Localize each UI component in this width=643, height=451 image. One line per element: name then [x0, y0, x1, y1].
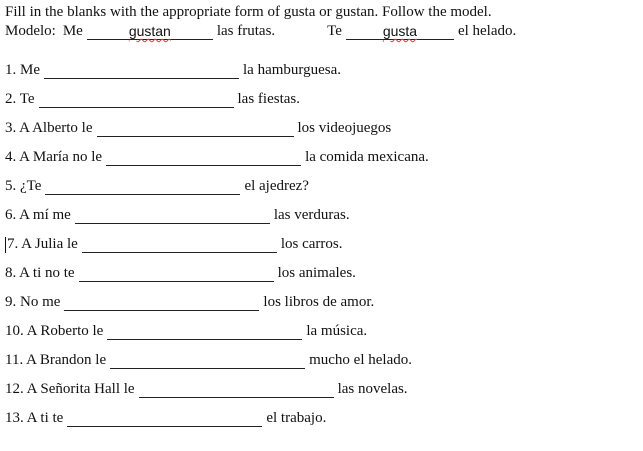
- answer-blank[interactable]: [79, 269, 274, 282]
- answer-blank[interactable]: [82, 240, 277, 253]
- model-b-answer: gusta: [382, 23, 418, 39]
- answer-blank[interactable]: [67, 414, 262, 427]
- item-start: 7. A Julia le: [7, 236, 78, 252]
- answer-blank[interactable]: [97, 124, 294, 137]
- item-5: [5, 177, 309, 195]
- instructions-text: Fill in the blanks with the appropriate form of gusta or gustan. Follow the model.: [5, 4, 492, 20]
- item-start: 13. A ti te: [5, 410, 64, 426]
- item-start: 2. Te: [5, 91, 35, 107]
- item-start: 3. A Alberto le: [5, 120, 93, 136]
- item-end: el ajedrez?: [244, 178, 309, 194]
- item-start: 10. A Roberto le: [5, 323, 104, 339]
- model-a-pronoun: Me: [62, 23, 83, 39]
- item-start: 9. No me: [5, 294, 61, 310]
- item-start: 5. ¿Te: [5, 178, 42, 194]
- item-13: [5, 409, 326, 427]
- item-end: los libros de amor.: [263, 294, 375, 310]
- model-line: [5, 22, 516, 40]
- item-end: mucho el helado.: [309, 352, 412, 368]
- model-a-end: las frutas.: [216, 23, 276, 39]
- item-start: 8. A ti no te: [5, 265, 75, 281]
- item-end: las verduras.: [273, 207, 350, 223]
- answer-blank[interactable]: [107, 327, 302, 340]
- item-start: 6. A mí me: [5, 207, 71, 223]
- item-9: [5, 293, 374, 311]
- answer-blank[interactable]: [75, 211, 270, 224]
- model-b-pronoun: Te: [327, 23, 342, 39]
- item-end: el trabajo.: [266, 410, 327, 426]
- item-2: [5, 90, 300, 108]
- item-start: 12. A Señorita Hall le: [5, 381, 135, 397]
- item-10: [5, 322, 367, 340]
- model-a-blank: [87, 24, 213, 40]
- answer-blank[interactable]: [139, 385, 334, 398]
- item-start: 11. A Brandon le: [5, 352, 107, 368]
- item-1: [5, 61, 341, 79]
- answer-blank[interactable]: [39, 95, 234, 108]
- item-end: las novelas.: [337, 381, 408, 397]
- item-start: 1. Me: [5, 62, 40, 78]
- item-11: [5, 351, 412, 369]
- answer-blank[interactable]: [106, 153, 301, 166]
- item-4: [5, 148, 429, 166]
- answer-blank[interactable]: [64, 298, 259, 311]
- answer-blank[interactable]: [110, 356, 305, 369]
- item-end: los videojuegos: [297, 120, 392, 136]
- answer-blank[interactable]: [45, 182, 240, 195]
- item-start: 4. A María no le: [5, 149, 103, 165]
- item-8: [5, 264, 356, 282]
- model-label: Modelo:: [5, 23, 56, 39]
- item-6: [5, 206, 350, 224]
- item-end: la hamburguesa.: [243, 62, 342, 78]
- item-end: los animales.: [277, 265, 356, 281]
- item-end: la música.: [306, 323, 368, 339]
- model-b-blank: [346, 24, 454, 40]
- item-end: las fiestas.: [237, 91, 300, 107]
- item-7: [5, 235, 343, 253]
- answer-blank[interactable]: [44, 66, 239, 79]
- model-a-answer: gustan: [128, 23, 171, 39]
- model-b-end: el helado.: [457, 23, 517, 39]
- item-end: la comida mexicana.: [305, 149, 429, 165]
- instructions: [5, 3, 492, 21]
- item-12: [5, 380, 408, 398]
- item-3: [5, 119, 391, 137]
- text-cursor: [5, 237, 6, 253]
- item-end: los carros.: [280, 236, 343, 252]
